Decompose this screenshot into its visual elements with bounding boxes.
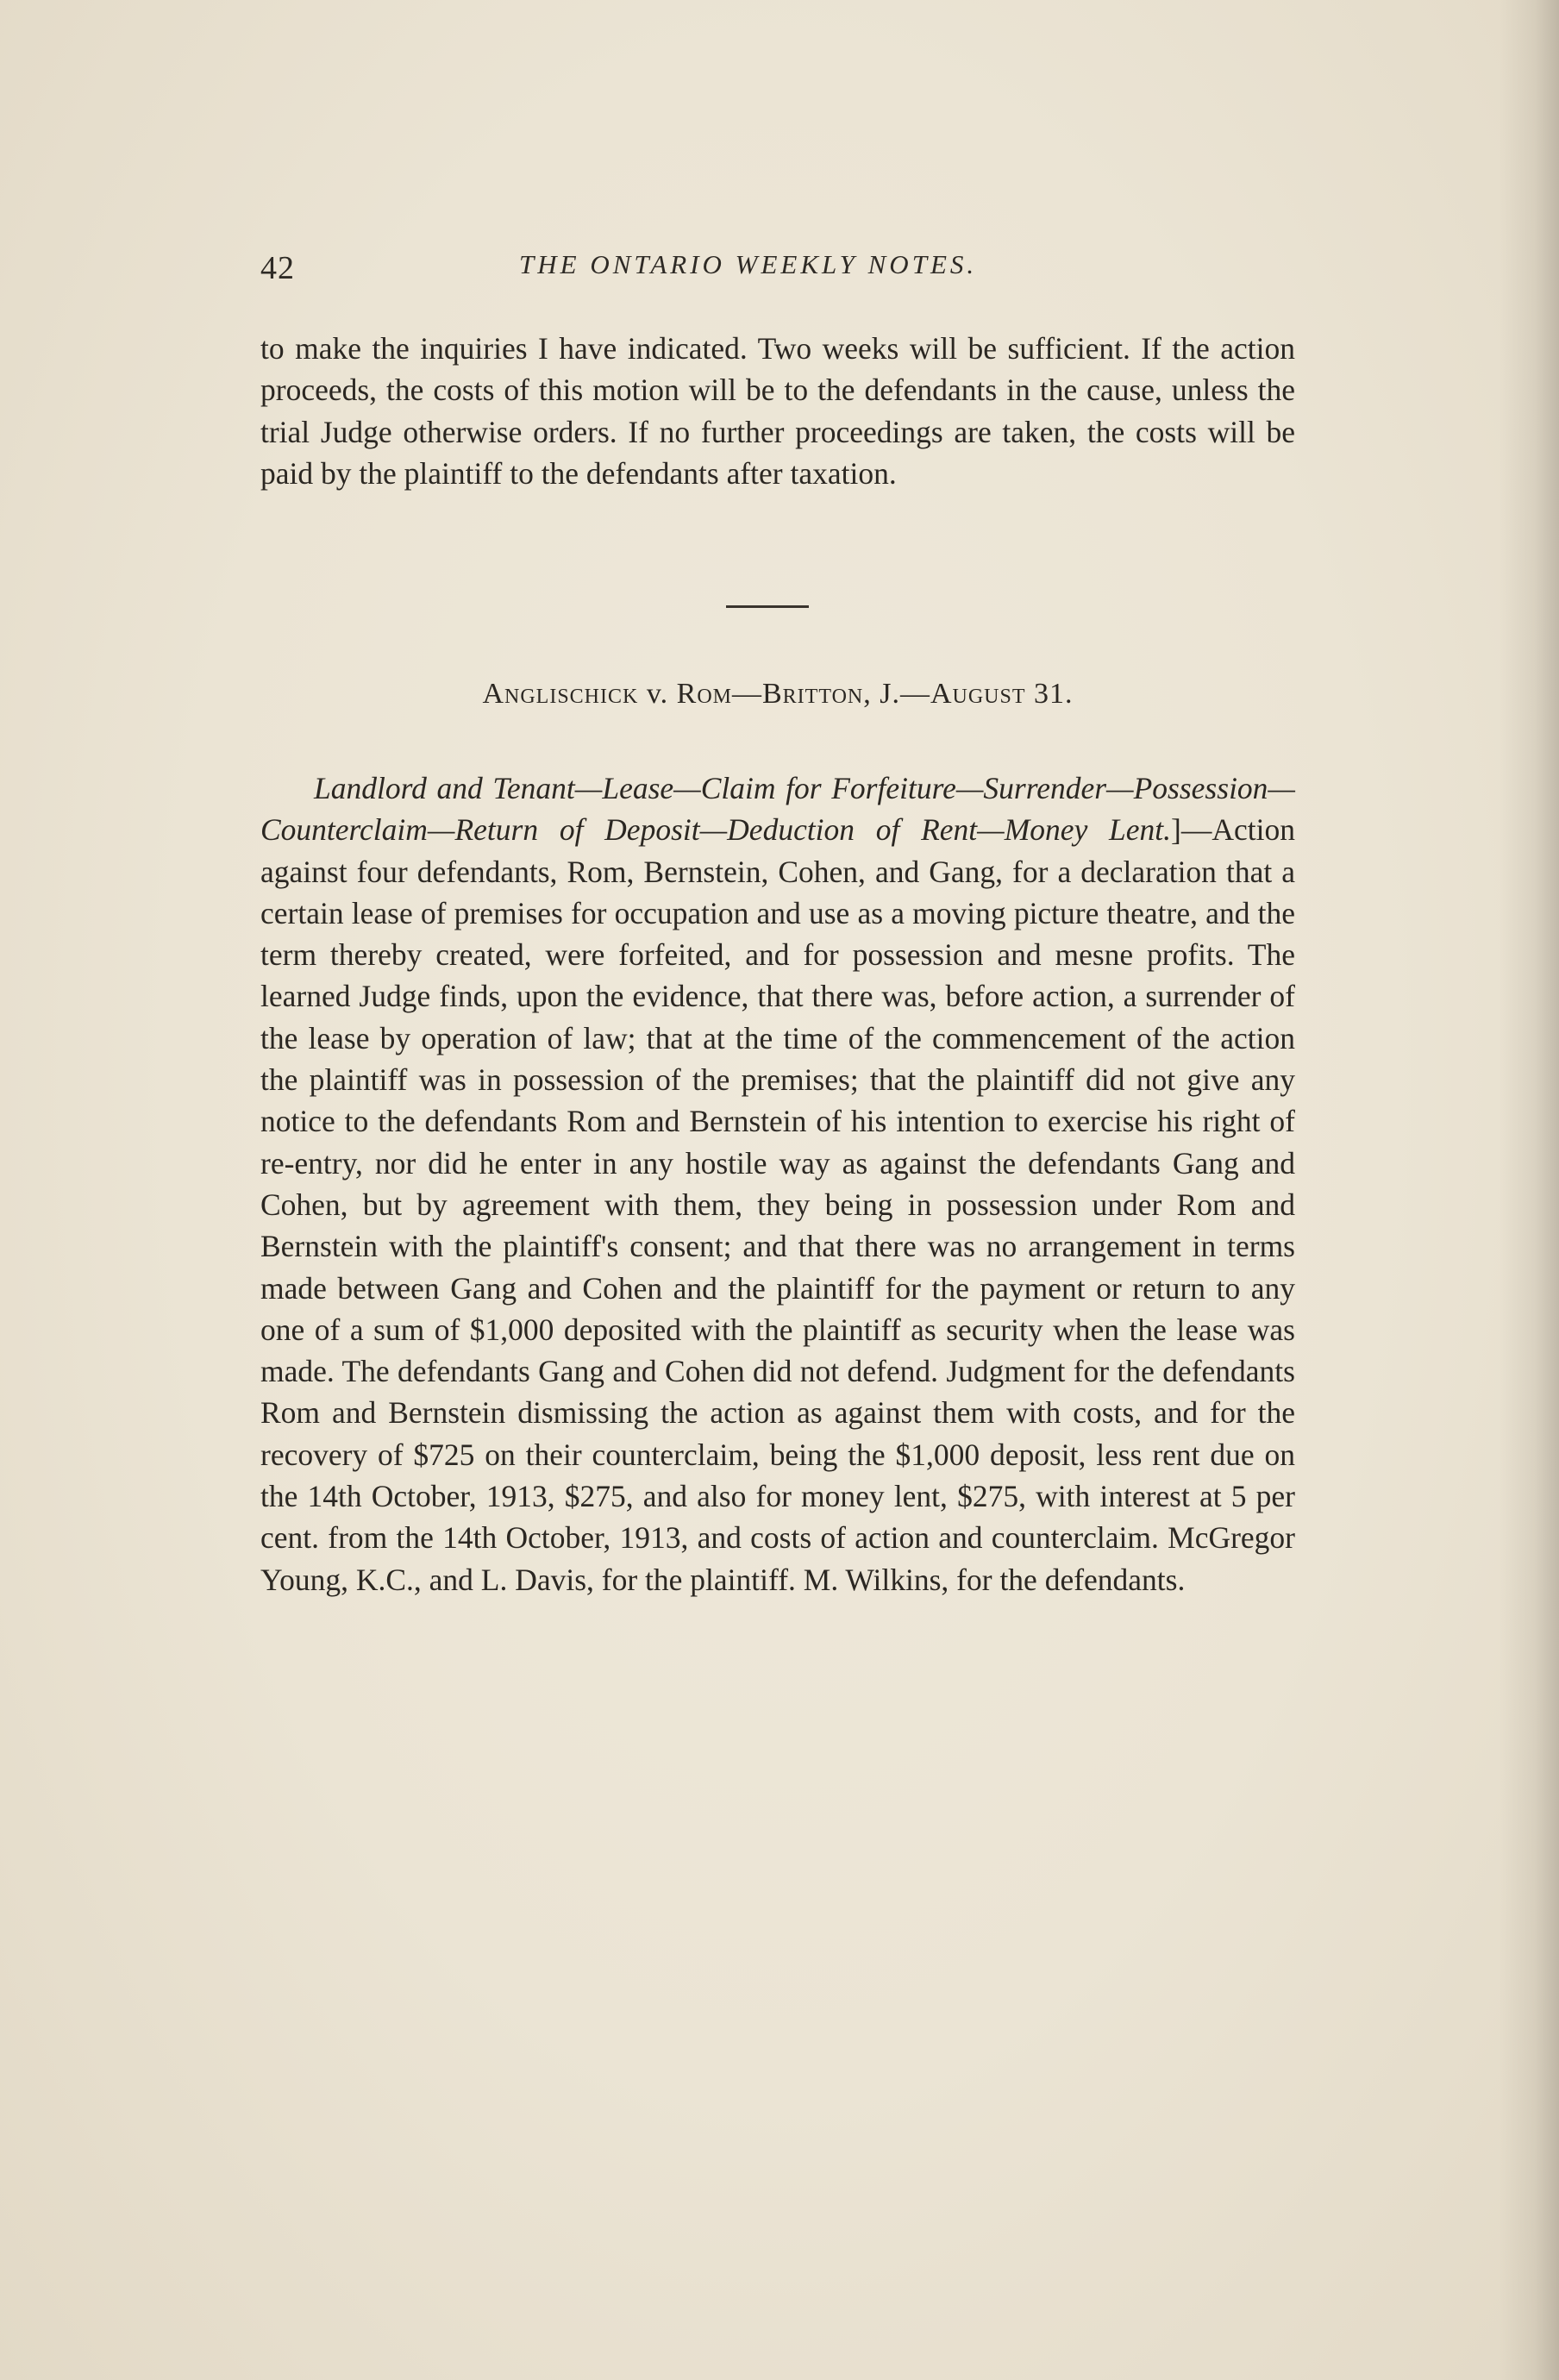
- running-title: THE ONTARIO WEEKLY NOTES.: [519, 249, 978, 279]
- page-number: 42: [260, 250, 295, 286]
- case-judge-suffix: , J.—: [863, 678, 930, 710]
- case-report: [260, 767, 1295, 1600]
- case-plaintiff: Anglischick: [482, 678, 639, 710]
- case-report-body: ]—Action against four defendants, Rom, Bernstein, Cohen, and Gang, for a declaration that a certain lease of premises for occupation and use as a moving picture theatre, and the term thereby created, were forfeited, and for possession and mesne profits. The learned Judge finds, upon the evidence, that there was, before action, a surrender of the lease by operation of law; that at the time of the commencement of the action the plaintiff was in possession of the premises; that the plaintiff did not give any notice to the defendants Rom and Bernstein of his intention to exercise his right of re-entry, nor did he enter in any hostile way as against the defendants Gang and Cohen, but by agreement with them, they being in possession under Rom and Bernstein with the plaintiff's consent; and that there was no arrangement in terms made between Gang and Cohen and the plaintiff for the payment or return to any one of a sum of $1,000 deposited with the plaintiff as security when the lease was made. The defendants Gang and Cohen did not defend. Judgment for the defendants Rom and Bernstein dismissing the action as against them with costs, and for the recovery of $725 on their counterclaim, being the $1,000 deposit, less rent due on the 14th October, 1913, $275, and also for money lent, $275, with interest at 5 per cent. from the 14th October, 1913, and costs of action and counterclaim. McGregor Young, K.C., and L. Davis, for the plaintiff. M. Wilkins, for the defendants.: [260, 812, 1295, 1597]
- running-head: [260, 244, 1295, 296]
- spine-shadow: [1499, 0, 1559, 2380]
- case-defendant: Rom: [676, 678, 732, 710]
- case-date-month: August: [930, 678, 1026, 710]
- case-versus: v.: [638, 678, 677, 710]
- section-divider: [726, 605, 809, 608]
- case-judge: Britton: [762, 678, 864, 710]
- case-headnote: Landlord and Tenant—Lease—Claim for Forfeiture—Surrender—Possession—Counterclaim—Return of Deposit—Deduction of Rent—Money Lent.: [260, 771, 1295, 848]
- case-dash: —: [732, 678, 762, 710]
- paragraph-continuation: to make the inquiries I have indicated. Two weeks will be sufficient. If the action proceeds, the costs of this motion will be to the defendants in the cause, unless the trial Judge otherwise orders. If no further proceedings are taken, the costs will be paid by the plaintiff to the defendants after taxation.: [260, 331, 1295, 491]
- case-date-day: 31.: [1025, 678, 1074, 710]
- case-heading: [260, 678, 1295, 711]
